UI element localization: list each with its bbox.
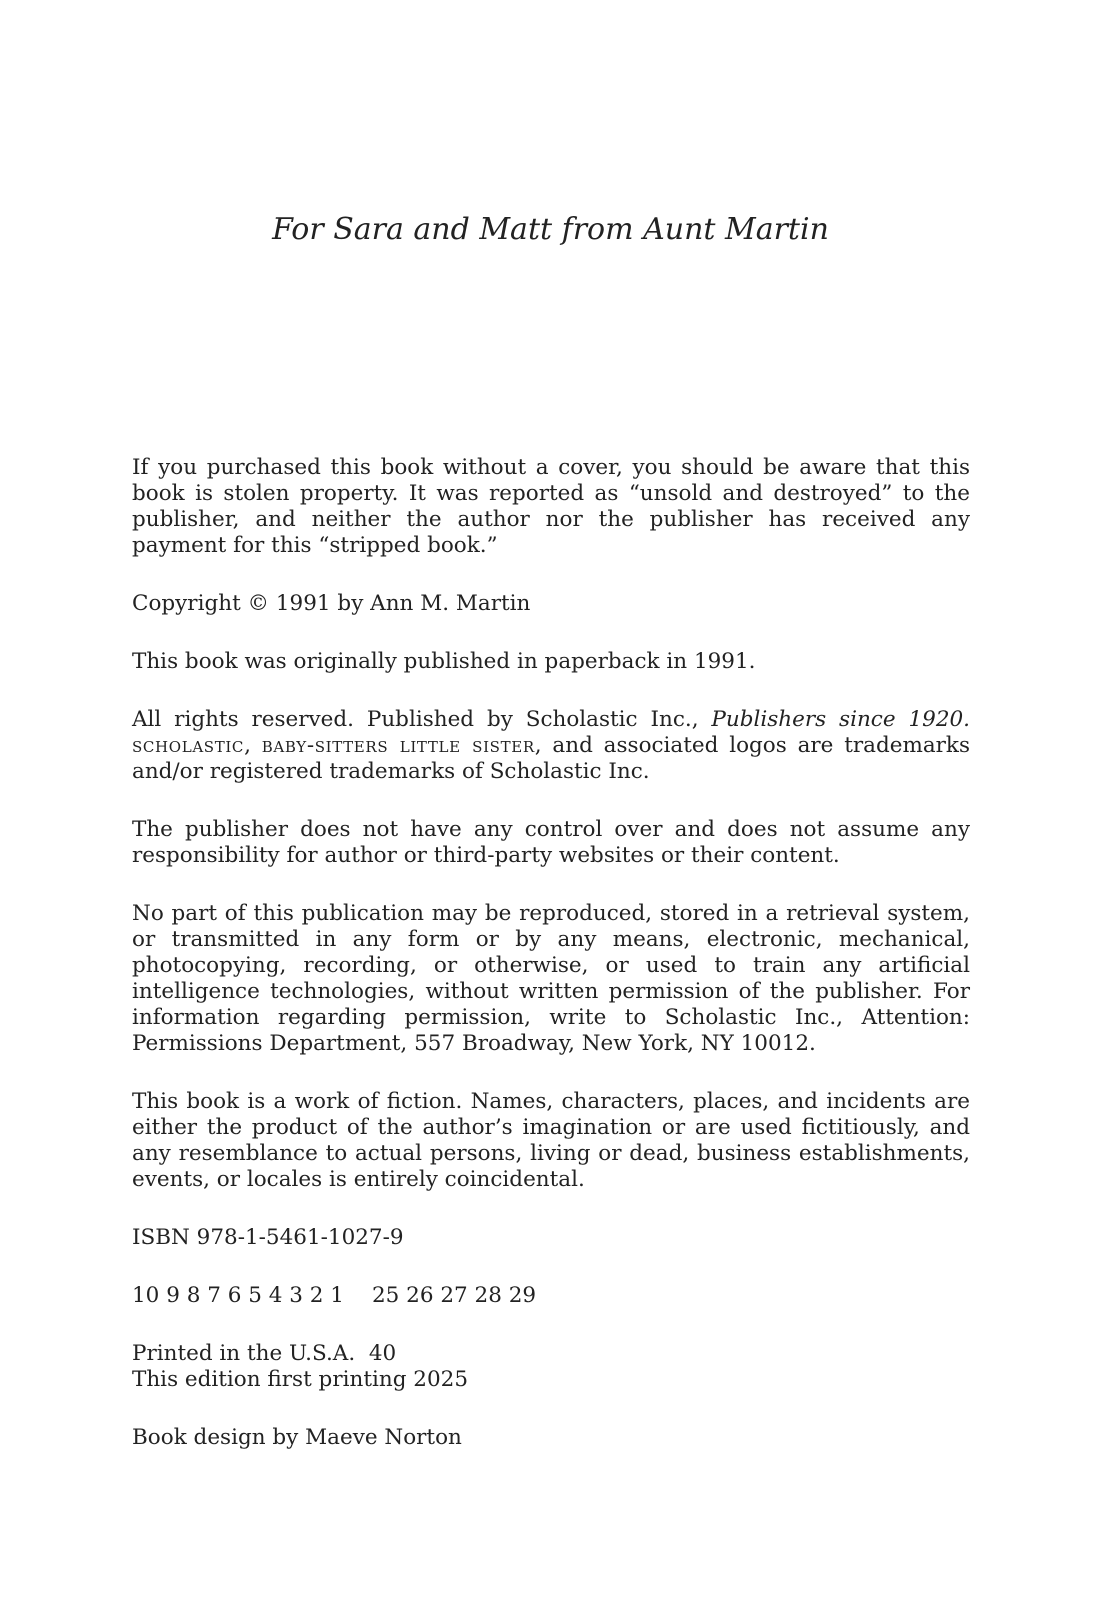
reproduction-notice: No part of this publication may be reproduced, stored in a retrieval system, or transmitted in any form or by any means, electronic, mechanical, photocopying, recording, or otherwise, or used to train any artificial intelligence technologies, without written permission of the publisher. For information regarding permission, write to Scholastic Inc., Attention: Permissions Department, 557 Broadway, New York, NY 10012. xyxy=(132,901,970,1056)
edition-info: This edition first printing 2025 xyxy=(132,1367,469,1392)
original-publication-notice: This book was originally published in paperback in 1991. xyxy=(132,649,756,674)
third-party-notice: The publisher does not have any control over and does not assume any responsibility for author or third-party websites or their content. xyxy=(132,817,970,868)
trademark-series: baby-sitters little sister xyxy=(261,733,535,758)
dedication: For Sara and Matt from Aunt Martin xyxy=(272,212,829,247)
year-line: 25 26 27 28 29 xyxy=(371,1283,537,1308)
trademark-separator: , xyxy=(244,733,262,758)
copyright-text-block xyxy=(132,455,970,1483)
rights-suffix: , and associated logos are trademarks and/or registered trademarks of Scholastic Inc. xyxy=(132,733,970,784)
trademark-scholastic: scholastic xyxy=(132,733,245,758)
publisher-tagline: Publishers since 1920. xyxy=(711,707,971,732)
isbn: ISBN 978-1-5461-1027-9 xyxy=(132,1225,404,1250)
fiction-notice: This book is a work of fiction. Names, characters, places, and incidents are either the product of the author’s imagination or are used fictitiously, and any resemblance to actual persons, living or dead, business establishments, events, or locales is entirely coincidental. xyxy=(132,1089,970,1192)
printing-line: 10 9 8 7 6 5 4 3 2 1 xyxy=(132,1283,344,1308)
stripped-book-notice: If you purchased this book without a cover, you should be aware that this book is stolen property. It was reported as “unsold and destroyed” to the publisher, and neither the author nor the publisher has received any payment for this “stripped book.” xyxy=(132,455,970,558)
printing-numbers xyxy=(132,1283,970,1309)
printing-info xyxy=(132,1341,970,1393)
rights-prefix: All rights reserved. Published by Scholastic Inc., xyxy=(132,707,712,732)
copyright-notice: Copyright © 1991 by Ann M. Martin xyxy=(132,591,531,616)
book-design-credit: Book design by Maeve Norton xyxy=(132,1425,462,1450)
rights-notice xyxy=(132,707,970,785)
printed-in: Printed in the U.S.A. 40 xyxy=(132,1341,397,1366)
